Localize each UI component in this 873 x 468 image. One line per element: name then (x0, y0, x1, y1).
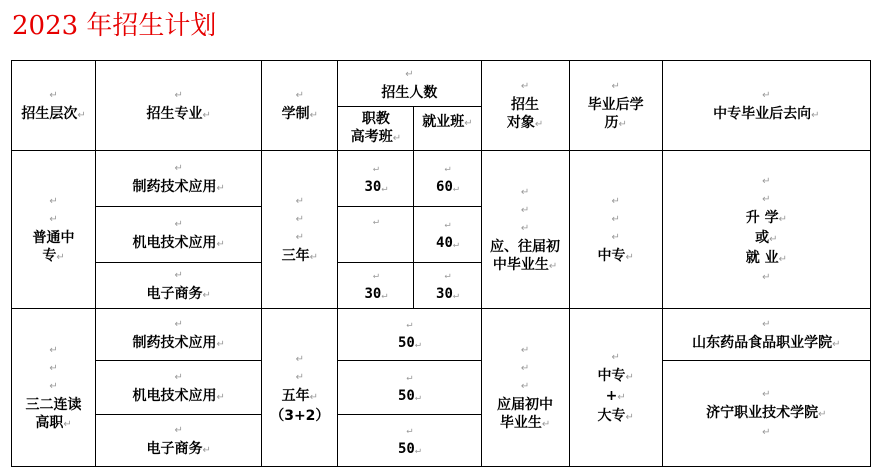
exam-class-count: ↵ 30 ↵ (338, 151, 414, 207)
major-cell: ↵ 机电技术应用 ↵ (96, 207, 262, 263)
header-target: ↵ 招生 对象 ↵ (481, 61, 569, 151)
major-cell: ↵ 制药技术应用 ↵ (96, 151, 262, 207)
duration-three-years: ↵ ↵ ↵ 三年 ↵ (262, 151, 338, 309)
page-title: 2023 年招生计划 (12, 11, 217, 41)
direction-college-2: ↵ 济宁职业技术学院 ↵ ↵ (662, 361, 870, 467)
exam-class-count: ↵ 30 ↵ (338, 263, 414, 309)
header-major: ↵ 招生专业 ↵ (96, 61, 262, 151)
job-class-count: ↵ 40 ↵ (414, 207, 481, 263)
header-enrollment: ↵ 招生人数 (338, 61, 481, 107)
header-duration: ↵ 学制 ↵ (262, 61, 338, 151)
job-class-count: ↵ 60 ↵ (414, 151, 481, 207)
degree-secondary: ↵ ↵ ↵ 中专 ↵ (569, 151, 662, 309)
major-cell: ↵ 制药技术应用 ↵ (96, 309, 262, 361)
direction-college-1: ↵ 山东药品食品职业学院 ↵ (662, 309, 870, 361)
job-class-count: ↵ 30 ↵ (414, 263, 481, 309)
header-level: ↵ 招生层次 ↵ (12, 61, 96, 151)
total-enrollment-count: ↵ 50 ↵ (338, 361, 481, 415)
header-degree: ↵ 毕业后学 历 ↵ (569, 61, 662, 151)
header-job-class: 就业班 ↵ (414, 107, 481, 151)
total-enrollment-count: ↵ 50 ↵ (338, 415, 481, 467)
major-cell: ↵ 电子商务 ↵ (96, 415, 262, 467)
target-students-2: ↵ ↵ ↵ 应届初中 毕业生 ↵ (481, 309, 569, 467)
major-cell: ↵ 电子商务 ↵ (96, 263, 262, 309)
total-enrollment-count: ↵ 50 ↵ (338, 309, 481, 361)
enrollment-plan-table (11, 60, 871, 467)
level-general-secondary: ↵ ↵ 普通中 专 ↵ (12, 151, 96, 309)
header-exam-class: 职教 高考班 ↵ (338, 107, 414, 151)
target-students-1: ↵ ↵ ↵ 应、往届初 中毕业生 ↵ (481, 151, 569, 309)
header-direction: ↵ 中专毕业后去向 ↵ (662, 61, 870, 151)
direction-further-study-or-employment: ↵ ↵ 升 学 ↵ 或 ↵ 就 业 ↵ ↵ (662, 151, 870, 309)
major-cell: ↵ 机电技术应用 ↵ (96, 361, 262, 415)
degree-secondary-plus-college: ↵ 中专 ↵ + ↵ 大专 ↵ (569, 309, 662, 467)
duration-five-years: ↵ ↵ 五年 ↵ （3+2） (262, 309, 338, 467)
level-32-joint-vocational: ↵ ↵ ↵ 三二连读 高职 ↵ (12, 309, 96, 467)
exam-class-count (338, 207, 414, 263)
